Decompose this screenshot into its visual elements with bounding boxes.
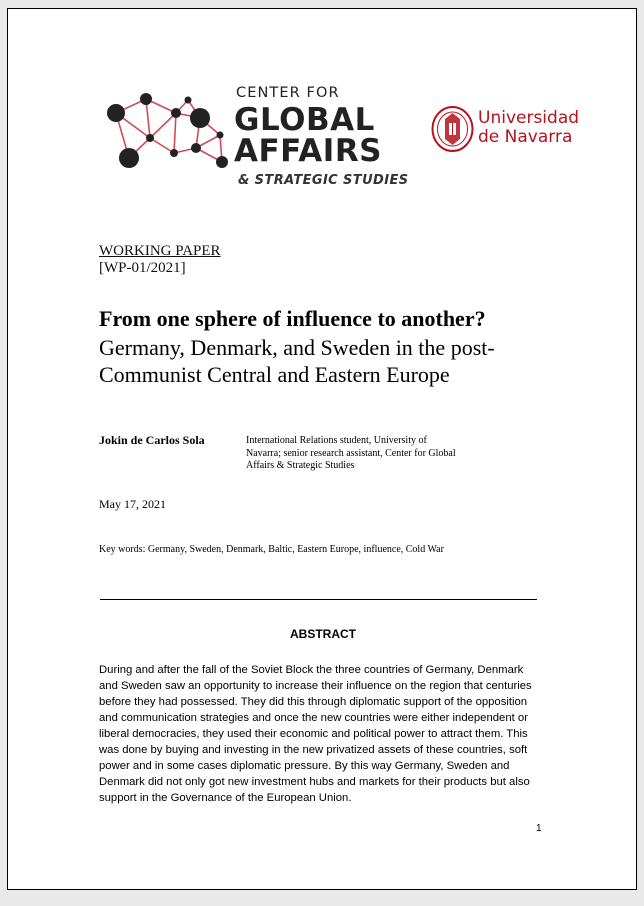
university-seal-icon bbox=[430, 105, 475, 153]
paper-title: From one sphere of influence to another? bbox=[99, 306, 486, 331]
affairs-label: AFFAIRS bbox=[234, 133, 383, 169]
document-page bbox=[7, 8, 637, 890]
center-for-label: CENTER FOR bbox=[236, 85, 340, 101]
global-label: GLOBAL bbox=[234, 102, 375, 138]
university-name-line2: de Navarra bbox=[478, 127, 573, 147]
keywords: Key words: Germany, Sweden, Denmark, Baltic, Eastern Europe, influence, Cold War bbox=[99, 544, 444, 555]
page-number: 1 bbox=[536, 823, 542, 834]
divider-line bbox=[100, 599, 537, 600]
working-paper-label: WORKING PAPER bbox=[99, 243, 221, 259]
working-paper-id: [WP-01/2021] bbox=[99, 260, 186, 276]
strategic-studies-label: & STRATEGIC STUDIES bbox=[238, 173, 409, 188]
paper-date: May 17, 2021 bbox=[99, 497, 166, 511]
university-name-line1: Universidad bbox=[478, 108, 580, 128]
author-name: Jokin de Carlos Sola bbox=[99, 433, 205, 447]
network-nodes-icon bbox=[100, 83, 234, 173]
author-affiliation: International Relations student, University of Navarra; senior research assistant, Center for Global Affairs & Strategic Studies bbox=[246, 435, 456, 471]
paper-subtitle: Germany, Denmark, and Sweden in the post-Communist Central and Eastern Europe bbox=[99, 335, 495, 387]
abstract-body: During and after the fall of the Soviet Block the three countries of Germany, Denmark and Sweden saw an opportunity to increase their influence on the region that centuries before they had possessed. They did this through diplomatic support of the opposition and communication strategies and once the new countries were either independent or liberal democracies, they used their economic and political power to attract them. This was done by buying and investing in the new privatized assets of these countries, soft power and in some cases diplomatic pressure. By this way Germany, Sweden and Denmark did not only got new investment hubs and markets for their products but also support in the Governance of the European Union. bbox=[99, 664, 532, 804]
university-name bbox=[478, 109, 579, 147]
abstract-heading: ABSTRACT bbox=[290, 627, 356, 641]
